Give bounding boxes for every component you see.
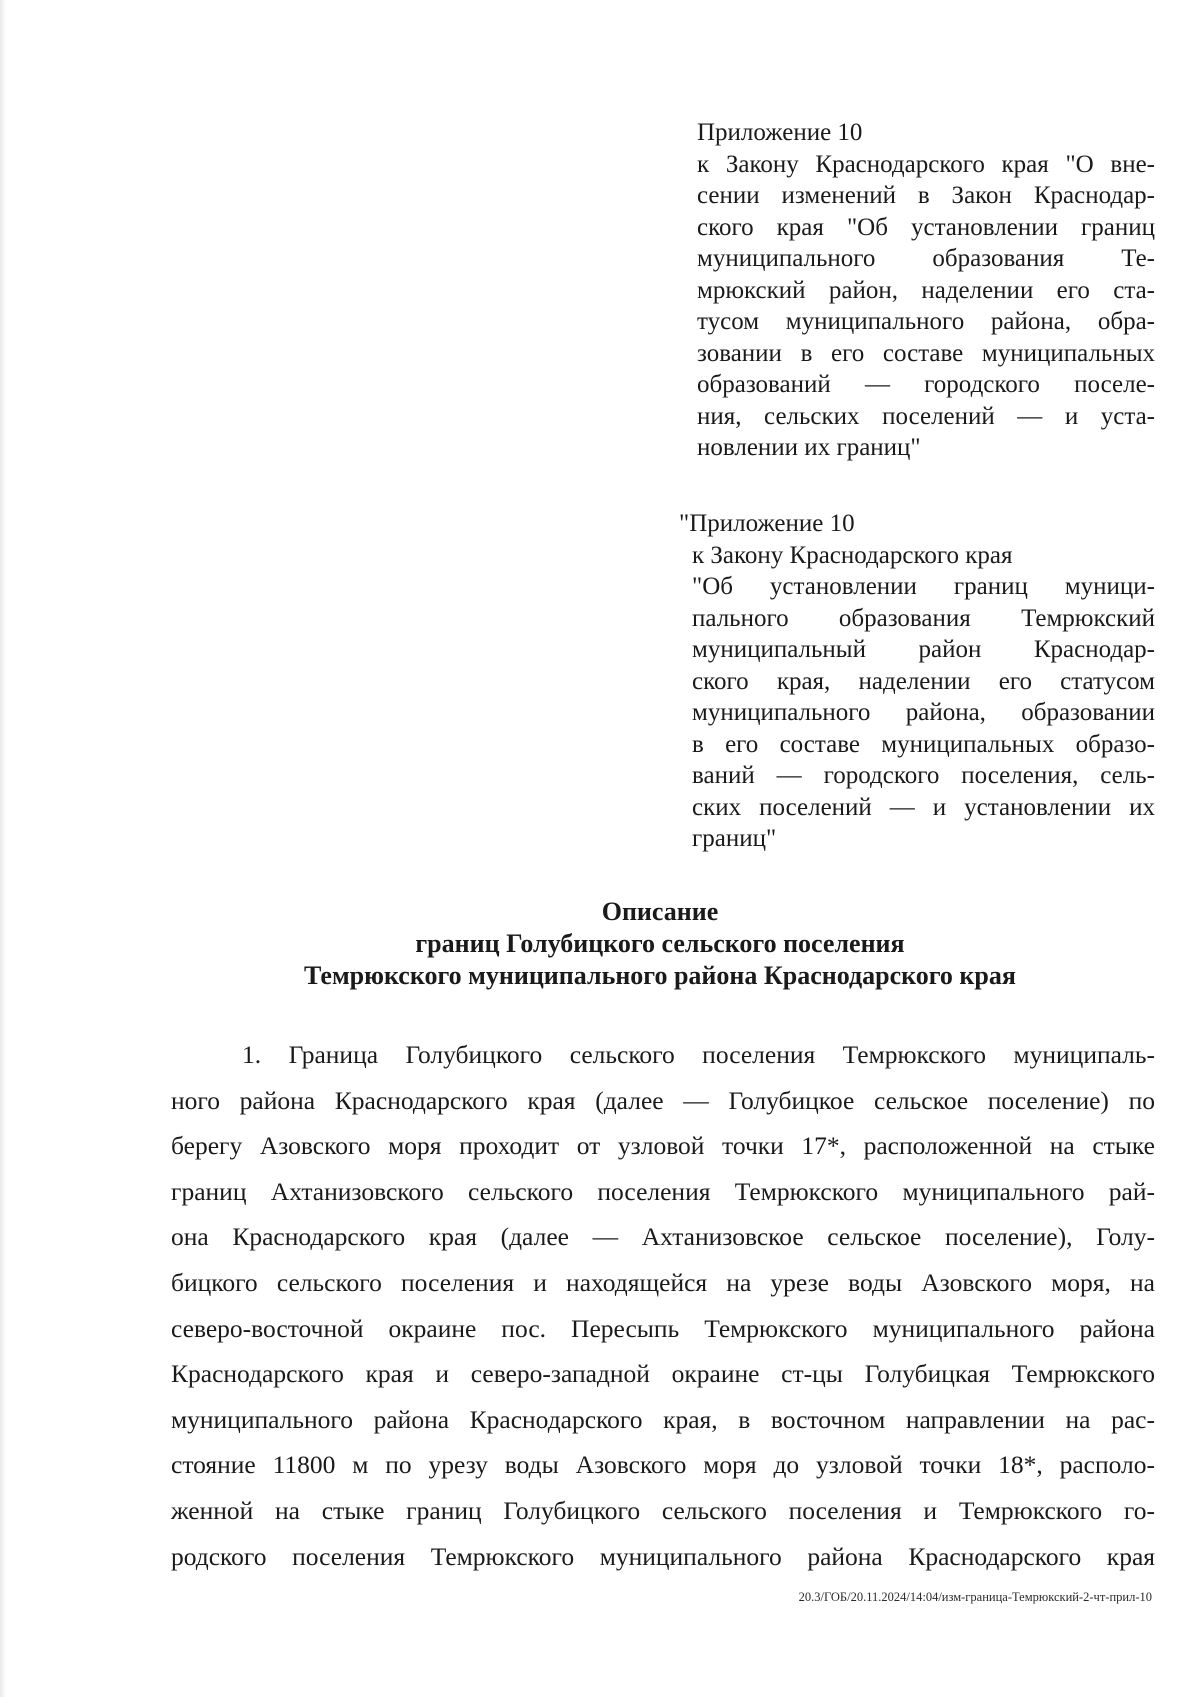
- boundary-description-paragraph: [171, 1032, 1155, 1579]
- body-line: муниципального района Краснодарского края, в восточном направлении на рас-: [171, 1404, 1155, 1434]
- appendix-2-line: муниципального района, образовании: [692, 699, 1155, 726]
- body-line: 1. Граница Голубицкого сельского поселения Темрюкского муниципаль-: [242, 1040, 1155, 1069]
- title-line-3: Темрюкского муниципального района Краснодарского края: [304, 961, 1016, 990]
- appendix-header-current-law: [697, 117, 1155, 464]
- appendix-2-line: пального образования Темрюкский: [692, 604, 1155, 632]
- appendix-2-line: ских поселений — и установлении их: [692, 793, 1155, 821]
- appendix-2-line: к Закону Краснодарского края: [692, 541, 1013, 569]
- body-line: Краснодарского края и северо-западной окраине ст-цы Голубицкая Темрюкского: [171, 1359, 1155, 1389]
- body-line: родского поселения Темрюкского муниципального района Краснодарского края: [171, 1541, 1155, 1571]
- body-line: женной на стыке границ Голубицкого сельского поселения и Темрюкского го-: [171, 1495, 1155, 1525]
- body-line: стояние 11800 м по урезу воды Азовского моря до узловой точки 18*, располо-: [171, 1450, 1155, 1480]
- document-footer-code: 20.3/ГОБ/20.11.2024/14:04/изм-граница-Темрюкский-2-чт-прил-10: [798, 1590, 1152, 1604]
- title-line-2: границ Голубицкого сельского поселения: [415, 929, 905, 958]
- body-line: ного района Краснодарского края (далее — Голубицкое сельское поселение) по: [171, 1085, 1155, 1115]
- document-title: [160, 896, 1160, 992]
- appendix-1-line: зовании в его составе муниципальных: [697, 339, 1155, 367]
- appendix-1-line: ского края "Об установлении границ: [697, 213, 1155, 241]
- appendix-1-line: мрюкский район, наделении его ста-: [697, 276, 1155, 304]
- appendix-1-line: сении изменений в Закон Краснодар-: [697, 182, 1155, 209]
- appendix-header-amended-law: [679, 508, 1155, 855]
- appendix-1-line: Приложение 10: [697, 119, 863, 146]
- appendix-1-line: образований — городского поселе-: [697, 371, 1155, 398]
- appendix-1-line: новлении их границ": [697, 434, 921, 461]
- appendix-2-line: ваний — городского поселения, сель-: [692, 762, 1155, 789]
- appendix-2-line: "Приложение 10: [679, 510, 855, 537]
- appendix-2-line: "Об установлении границ муници-: [692, 573, 1155, 600]
- appendix-2-line: ского края, наделении его статусом: [692, 667, 1155, 695]
- body-line: границ Ахтанизовского сельского поселения Темрюкского муниципального рай-: [171, 1176, 1155, 1206]
- body-line: северо-восточной окраине пос. Пересыпь Темрюкского муниципального района: [171, 1313, 1155, 1343]
- appendix-2-line: муниципальный район Краснодар-: [692, 636, 1155, 663]
- body-line: берегу Азовского моря проходит от узловой точки 17*, расположенной на стыке: [171, 1131, 1155, 1161]
- appendix-1-line: ния, сельских поселений — и уста-: [697, 402, 1155, 430]
- body-line: она Краснодарского края (далее — Ахтанизовское сельское поселение), Голу-: [171, 1222, 1155, 1252]
- appendix-2-line: границ": [692, 825, 777, 852]
- appendix-1-line: к Закону Краснодарского края "О вне-: [697, 150, 1155, 178]
- body-line: бицкого сельского поселения и находящейся на урезе воды Азовского моря, на: [171, 1267, 1155, 1297]
- title-line-1: Описание: [601, 897, 719, 926]
- appendix-1-line: тусом муниципального района, обра-: [697, 308, 1155, 335]
- scan-page-edge: [0, 0, 6, 1697]
- appendix-2-line: в его составе муниципальных образо-: [692, 730, 1155, 758]
- appendix-1-line: муниципального образования Те-: [697, 245, 1155, 272]
